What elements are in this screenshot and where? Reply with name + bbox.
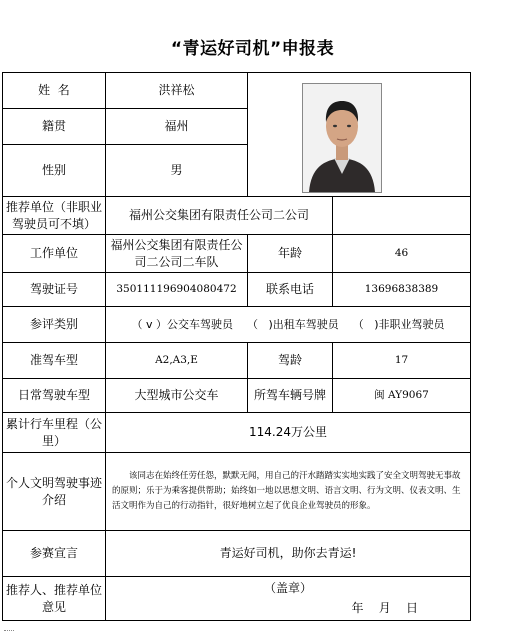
age-label: 年龄 xyxy=(248,235,333,273)
work-unit-label: 工作单位 xyxy=(3,235,106,273)
recommender-opinion-label: 推荐人、推荐单位意见 xyxy=(3,577,106,621)
gender-value: 男 xyxy=(106,145,248,197)
plate-value: 闽 AY9067 xyxy=(333,379,471,413)
page-footer-mark xyxy=(0,630,505,638)
deeds-intro-text: 该同志在始终任劳任怨，默默无闻，用自己的汗水踏踏实实地实践了安全文明驾驶无事故的原则；乐于为乘客提供帮助；始终如一地以思想文明、语言文明、行为文明、仪表文明、生活文明作为自己的行动指针，很好地树立起了优良企业驾驶员的形象。 xyxy=(112,471,461,511)
name-value: 洪祥松 xyxy=(106,73,248,109)
license-number-value: 350111196904080472 xyxy=(106,273,248,307)
recommending-unit-value: 福州公交集团有限责任公司二公司 xyxy=(106,197,333,235)
recommender-opinion-value xyxy=(106,577,471,621)
phone-value: 13696838389 xyxy=(333,273,471,307)
native-place-label: 籍贯 xyxy=(3,109,106,145)
vehicle-type-value: A2,A3,E xyxy=(106,343,248,379)
recommending-unit-label: 推荐单位（非职业驾驶员可不填） xyxy=(3,197,106,235)
native-place-value: 福州 xyxy=(106,109,248,145)
mileage-value: 114.24万公里 xyxy=(106,413,471,453)
daily-vehicle-value: 大型城市公交车 xyxy=(106,379,248,413)
work-unit-value: 福州公交集团有限责任公司二公司二车队 xyxy=(106,235,248,273)
seal-text: （盖章） xyxy=(263,581,312,595)
driving-years-label: 驾龄 xyxy=(248,343,333,379)
date-text: 年 月 日 xyxy=(351,601,418,615)
application-form-table xyxy=(2,72,471,621)
person-portrait-icon xyxy=(303,84,381,192)
declaration-label: 参赛宣言 xyxy=(3,531,106,577)
plate-label: 所驾车辆号牌 xyxy=(248,379,333,413)
declaration-value: 青运好司机，助你去青运! xyxy=(106,531,471,577)
phone-label: 联系电话 xyxy=(248,273,333,307)
category-options: （ v ）公交车驾驶员 （ )出租车驾驶员 （ )非职业驾驶员 xyxy=(106,307,471,343)
blank-cell xyxy=(333,197,471,235)
category-label: 参评类别 xyxy=(3,307,106,343)
mileage-label: 累计行车里程（公里） xyxy=(3,413,106,453)
deeds-intro-value xyxy=(106,453,471,531)
vehicle-type-label: 准驾车型 xyxy=(3,343,106,379)
form-title: “青运好司机”申报表 xyxy=(170,39,335,59)
license-number-label: 驾驶证号 xyxy=(3,273,106,307)
age-value: 46 xyxy=(333,235,471,273)
applicant-photo xyxy=(302,83,382,193)
deeds-intro-label: 个人文明驾驶事迹介绍 xyxy=(3,453,106,531)
name-label: 姓 名 xyxy=(3,73,106,109)
daily-vehicle-label: 日常驾驶车型 xyxy=(3,379,106,413)
photo-cell xyxy=(248,73,471,197)
driving-years-value: 17 xyxy=(333,343,471,379)
gender-label: 性别 xyxy=(3,145,106,197)
